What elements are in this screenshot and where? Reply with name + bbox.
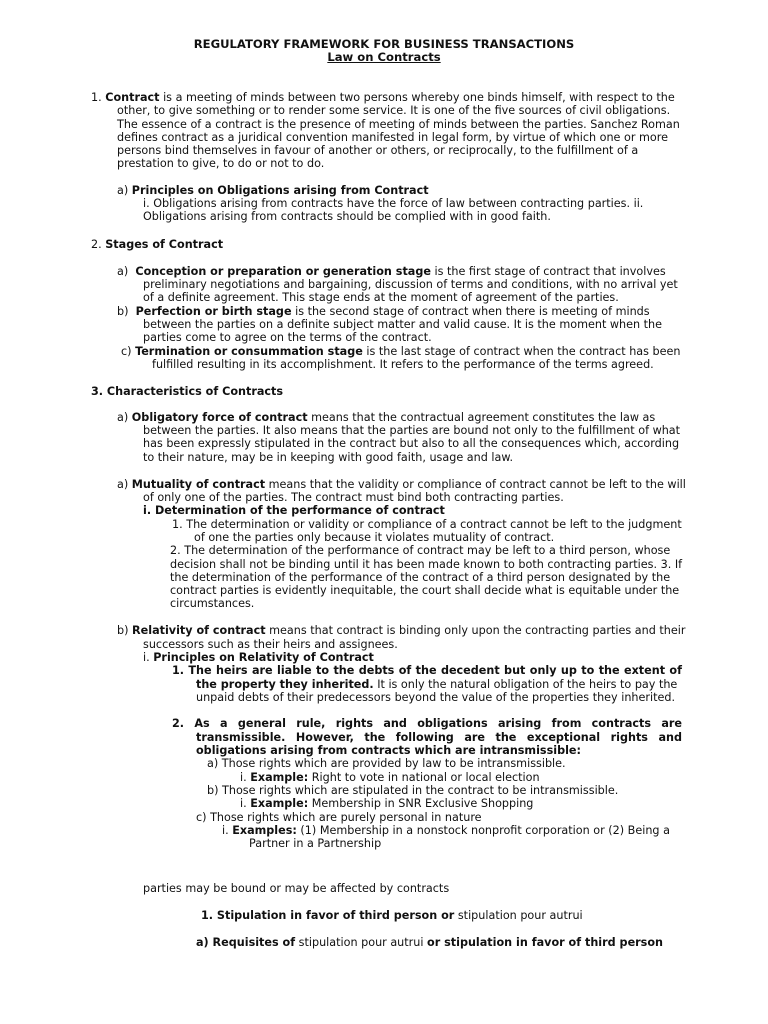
mutuality-item-2-line-2: decision shall not be binding until it has been made known to both contracting parties. 3. If (170, 558, 683, 571)
stage-a-line-3: of a definite agreement. This stage ends at the moment of agreement of the parties. (143, 291, 619, 304)
text: is the last stage of contract when the contract has been (362, 345, 681, 358)
mutuality-item-2-line-5: circumstances. (170, 597, 255, 610)
obligatory-line-4: to their nature, may be in keeping with good faith, usage and law. (143, 451, 514, 464)
transmissible-rule-3: obligations arising from contracts which are intransmissible: (196, 744, 581, 757)
text: means that contract is binding only upon the contracting parties and their (265, 624, 686, 637)
text: stipulation pour autrui (295, 936, 428, 949)
stipulation-heading: 1. Stipulation in favor of third person or (201, 909, 455, 922)
transmissible-line-1 (172, 717, 682, 730)
obligatory-line-1 (117, 411, 655, 424)
mutuality-item-1-line-2: of one the parties only because it violates mutuality of contract. (194, 531, 555, 544)
term-termination-stage: Termination or consummation stage (135, 345, 363, 358)
section-1-line-5: persons bind themselves in favour of another or others, or reciprocally, to the fulfillment of a (117, 144, 639, 157)
section-2-heading (91, 238, 223, 251)
item-label: b) (117, 305, 129, 318)
section-1-line-1 (91, 91, 675, 104)
item-label: i. (240, 797, 247, 810)
term-contract: Contract (105, 91, 160, 104)
term-perfection-stage: Perfection or birth stage (135, 305, 292, 318)
obligatory-line-2: between the parties. It also means that the parties are bound not only to the fulfillment of what (143, 424, 681, 437)
mutuality-item-2-line-4: contract parties is evidently inequitable, the court shall decide what is equitable under the (170, 584, 680, 597)
section-number: 1. (91, 91, 102, 104)
mutuality-subheading (143, 504, 445, 517)
transmissible-line-3 (196, 744, 581, 757)
text: is the first stage of contract that involves (430, 265, 666, 278)
mutuality-line-1 (117, 478, 686, 491)
text: is the second stage of contract when there is meeting of minds (291, 305, 650, 318)
tail-line-1: parties may be bound or may be affected by contracts (143, 882, 450, 895)
item-label: a) (117, 411, 129, 424)
tail-line-3 (196, 936, 663, 949)
heirs-line-1 (172, 664, 682, 677)
item-label: i. (240, 771, 247, 784)
relativity-principles-title: Principles on Relativity of Contract (153, 651, 374, 664)
heirs-line-3: unpaid debts of their predecessors beyond the value of the properties they inherited. (196, 691, 676, 704)
stage-c-line-1 (121, 345, 680, 358)
term-obligatory-force: Obligatory force of contract (131, 411, 308, 424)
mutuality-item-2-line-3: the determination of the performance of the contract of a third person designated by the (170, 571, 671, 584)
requisites-heading: a) Requisites of (196, 936, 296, 949)
principles-title: Principles on Obligations arising from Contract (131, 184, 429, 197)
text: stipulation pour autrui (454, 909, 583, 922)
term-conception-stage: Conception or preparation or generation stage (135, 265, 431, 278)
exception-a: a) Those rights which are provided by law to be intransmissible. (207, 757, 566, 770)
determination-title: i. Determination of the performance of contract (143, 504, 445, 517)
mutuality-item-2-line-1: 2. The determination of the performance of contract may be left to a third person, whose (170, 544, 671, 557)
term-relativity: Relativity of contract (132, 624, 266, 637)
stage-a-line-1 (117, 265, 666, 278)
relativity-subheading (143, 651, 374, 664)
example-label: Example: (250, 771, 309, 784)
item-label: i. (222, 824, 229, 837)
tail-line-2 (201, 909, 583, 922)
section-number: 2. (91, 238, 102, 251)
stage-b-line-3: parties come to agree on the terms of the contract. (143, 331, 432, 344)
section-1-line-4: defines contract as a juridical convention manifested in legal form, by virtue of which one or more (117, 131, 668, 144)
transmissible-rule-2: transmissible. However, the following are the exceptional rights and (196, 731, 682, 744)
exception-c-example-line-2: Partner in a Partnership (249, 837, 382, 850)
principles-line-2: Obligations arising from contracts should be complied with in good faith. (143, 210, 551, 223)
exception-c-example (222, 824, 670, 837)
item-label: a) (117, 478, 129, 491)
transmissible-rule: 2. As a general rule, rights and obligations arising from contracts are (172, 717, 682, 730)
text: Membership in SNR Exclusive Shopping (308, 797, 534, 810)
item-label: c) (121, 345, 132, 358)
mutuality-item-1-line-1: 1. The determination or validity or compliance of a contract cannot be left to the judgment (172, 518, 682, 531)
heirs-rule: 1. The heirs are liable to the debts of the decedent but only up to the extent of (172, 664, 682, 677)
text: Right to vote in national or local election (308, 771, 540, 784)
requisites-heading-2: or stipulation in favor of third person (427, 936, 663, 949)
text: is a meeting of minds between two persons whereby one binds himself, with respect to the (159, 91, 675, 104)
exception-c: c) Those rights which are purely personal in nature (196, 811, 482, 824)
exception-b-example (240, 797, 533, 810)
relativity-line-1 (117, 624, 685, 637)
stage-a-line-2: preliminary negotiations and bargaining, discussion of terms and conditions, with no arrival yet (143, 278, 678, 291)
section-3-title: 3. Characteristics of Contracts (91, 385, 284, 398)
item-label: b) (117, 624, 129, 637)
principles-line-1: i. Obligations arising from contracts have the force of law between contracting parties. ii. (143, 197, 644, 210)
exception-b: b) Those rights which are stipulated in the contract to be intransmissible. (207, 784, 619, 797)
section-2-title: Stages of Contract (105, 238, 224, 251)
item-label: i. (143, 651, 150, 664)
section-1-line-2: other, to give something or to render some service. It is one of the five sources of civil obligations. (117, 104, 671, 117)
section-1-line-3: The essence of a contract is the presence of meeting of minds between the parties. Sanchez Roman (117, 118, 680, 131)
section-3-heading (91, 385, 283, 398)
example-label: Example: (250, 797, 309, 810)
exception-a-example (240, 771, 540, 784)
stage-b-line-2: between the parties on a definite subject matter and valid cause. It is the moment when the (143, 318, 663, 331)
item-label: a) (117, 184, 129, 197)
text: means that the contractual agreement constitutes the law as (307, 411, 656, 424)
stage-b-line-1 (117, 305, 650, 318)
section-1-line-6: prestation to give, to do or not to do. (117, 157, 325, 170)
stage-c-line-2: fulfilled resulting in its accomplishment. It refers to the performance of the terms agreed. (152, 358, 654, 371)
principles-heading (117, 184, 429, 197)
mutuality-line-2: of only one of the parties. The contract must bind both contracting parties. (143, 491, 564, 504)
obligatory-line-3: has been expressly stipulated in the contract but also to all the consequences which, according (143, 437, 680, 450)
item-label: a) (117, 265, 129, 278)
heirs-line-2 (196, 678, 677, 691)
transmissible-line-2 (196, 731, 682, 744)
text: means that the validity or compliance of contract cannot be left to the will (265, 478, 686, 491)
document-subtitle: Law on Contracts (327, 50, 441, 64)
relativity-line-2: successors such as their heirs and assignees. (143, 638, 398, 651)
term-mutuality: Mutuality of contract (131, 478, 266, 491)
document-title: REGULATORY FRAMEWORK FOR BUSINESS TRANSACTIONS (193, 37, 575, 51)
text: It is only the natural obligation of the heirs to pay the (373, 678, 678, 691)
text: (1) Membership in a nonstock nonprofit corporation or (2) Being a (296, 824, 670, 837)
examples-label: Examples: (232, 824, 297, 837)
heirs-rule-cont: the property they inherited. (196, 678, 374, 691)
